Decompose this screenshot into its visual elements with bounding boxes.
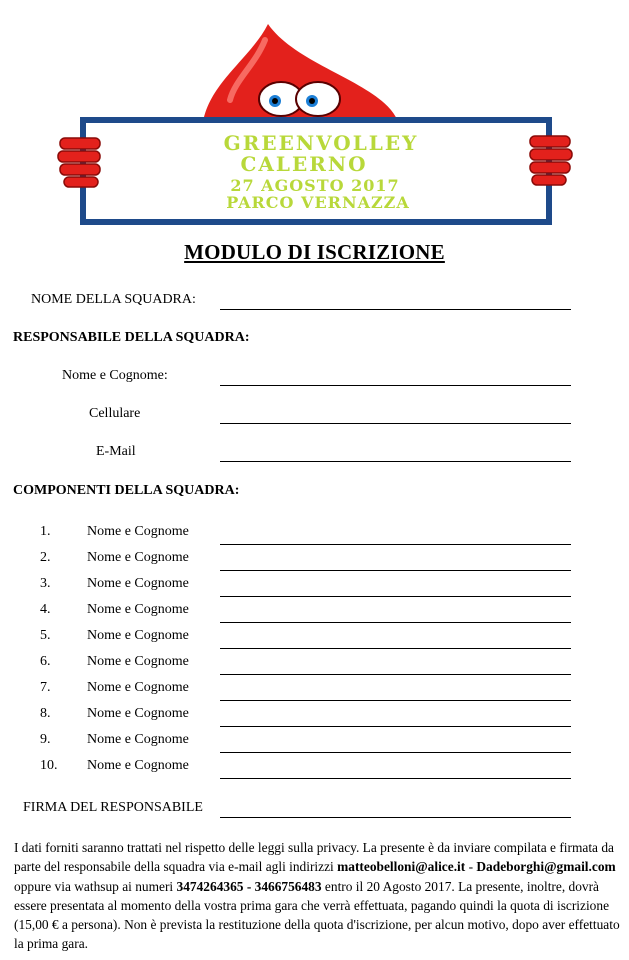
team-name-field[interactable] xyxy=(220,309,571,310)
members-heading: COMPONENTI DELLA SQUADRA: xyxy=(13,483,240,498)
member-number: 4. xyxy=(40,602,51,617)
member-name-field[interactable] xyxy=(220,648,571,649)
member-number: 8. xyxy=(40,706,51,721)
left-hand xyxy=(58,138,100,187)
member-name-label: Nome e Cognome xyxy=(87,680,189,695)
member-name-field[interactable] xyxy=(220,778,571,779)
banner-line-2: CALERNO xyxy=(240,152,368,176)
member-name-label: Nome e Cognome xyxy=(87,758,189,773)
member-name-label: Nome e Cognome xyxy=(87,524,189,539)
member-number: 7. xyxy=(40,680,51,695)
member-name-field[interactable] xyxy=(220,700,571,701)
manager-email-label: E-Mail xyxy=(96,444,136,459)
member-number: 3. xyxy=(40,576,51,591)
member-name-label: Nome e Cognome xyxy=(87,706,189,721)
member-number: 5. xyxy=(40,628,51,643)
footer-text-1: I dati forniti saranno trattati nel rispetto delle leggi sulla privacy. La presente è da inviare compilata e firmata da parte del responsabile della squadra via e-mail agli indirizzi xyxy=(14,840,614,875)
blood-drop-mascot xyxy=(202,24,400,130)
member-name-label: Nome e Cognome xyxy=(87,628,189,643)
member-name-field[interactable] xyxy=(220,726,571,727)
manager-name-field[interactable] xyxy=(220,385,571,386)
right-hand xyxy=(530,136,572,185)
banner-line-1: GREENVOLLEY xyxy=(223,131,419,155)
contact-email-2: Dadeborghi@gmail.com xyxy=(476,859,616,875)
manager-phone-label: Cellulare xyxy=(89,406,141,421)
member-name-label: Nome e Cognome xyxy=(87,654,189,669)
member-name-label: Nome e Cognome xyxy=(87,732,189,747)
event-banner xyxy=(0,0,629,232)
banner-line-4: PARCO VERNAZZA xyxy=(226,193,410,212)
privacy-note xyxy=(14,838,620,954)
contact-email-1: matteobelloni@alice.it xyxy=(337,859,466,875)
banner-line-3: 27 AGOSTO 2017 xyxy=(230,176,400,195)
member-number: 6. xyxy=(40,654,51,669)
footer-text-2: - xyxy=(465,859,477,875)
member-name-field[interactable] xyxy=(220,570,571,571)
team-name-label: NOME DELLA SQUADRA: xyxy=(31,292,196,307)
member-number: 9. xyxy=(40,732,51,747)
manager-phone-field[interactable] xyxy=(220,423,571,424)
member-name-field[interactable] xyxy=(220,674,571,675)
member-name-label: Nome e Cognome xyxy=(87,602,189,617)
footer-text-4: entro il 20 Agosto 2017. La presente, inoltre, dovrà essere presentata al momento della vostra prima gara che verrà effettuata, pagando quindi la quota di iscrizione (15,00 € a persona). Non è prevista la restituzione della quota d'iscrizione, per alcun motivo, dopo aver effettuato la prima gara. xyxy=(14,878,620,952)
footer-text-3: oppure via wathsup ai numeri xyxy=(14,878,177,894)
manager-heading: RESPONSABILE DELLA SQUADRA: xyxy=(13,330,250,345)
member-name-field[interactable] xyxy=(220,622,571,623)
signature-field[interactable] xyxy=(220,817,571,818)
member-number: 2. xyxy=(40,550,51,565)
mascot-illustration xyxy=(0,0,629,232)
member-number: 1. xyxy=(40,524,51,539)
manager-name-label: Nome e Cognome: xyxy=(62,368,168,383)
right-eye xyxy=(296,82,340,116)
signature-label: FIRMA DEL RESPONSABILE xyxy=(23,800,203,815)
member-name-field[interactable] xyxy=(220,752,571,753)
manager-email-field[interactable] xyxy=(220,461,571,462)
contact-phones: 3474264365 - 3466756483 xyxy=(176,878,322,894)
member-name-label: Nome e Cognome xyxy=(87,576,189,591)
member-name-field[interactable] xyxy=(220,544,571,545)
member-number: 10. xyxy=(40,758,58,773)
member-name-label: Nome e Cognome xyxy=(87,550,189,565)
member-name-field[interactable] xyxy=(220,596,571,597)
form-title: MODULO DI ISCRIZIONE xyxy=(184,240,445,264)
